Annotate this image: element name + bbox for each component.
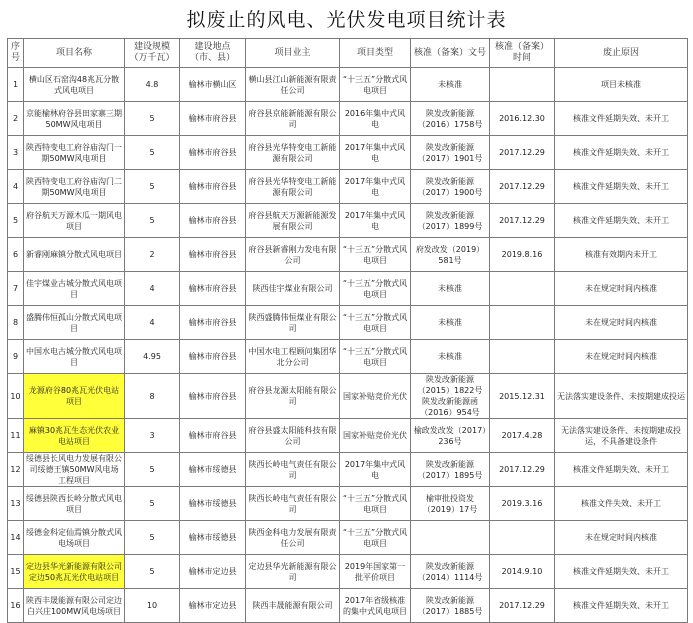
doc-date-cell: 2015.12.31 [490, 374, 555, 419]
scale-value-cell: 5 [125, 102, 180, 136]
table-row [8, 521, 688, 555]
row-index-cell: 6 [8, 238, 24, 272]
owner-cell: 府谷县光华特变电工新能源有限公司 [246, 136, 340, 170]
project-type-cell: 2017年集中式风电 [340, 204, 411, 238]
row-index-cell: 10 [8, 374, 24, 419]
location-cell: 榆林市府谷县 [180, 272, 246, 306]
doc-number-cell: 府发改发（2019）581号 [411, 238, 490, 272]
row-index-cell: 9 [8, 340, 24, 374]
project-name-cell: 京能榆林府谷县田家寨三期50MW风电项目 [24, 102, 125, 136]
project-name-cell: 龙源府谷80兆瓦光伏电站项目 [24, 374, 125, 419]
doc-date-cell [490, 340, 555, 374]
project-name-cell: 陕西特变电工府谷庙沟门一期50MW风电项目 [24, 136, 125, 170]
project-name-cell: 盛腾伟恒孤山分散式风电项目 [24, 306, 125, 340]
project-type-cell: “十三五”分散式风电项目 [340, 68, 411, 102]
table-row [8, 374, 688, 419]
owner-cell: 陕西长岭电气责任有限公司 [246, 453, 340, 487]
project-type-cell: 2016年集中式风电 [340, 102, 411, 136]
scale-value-cell: 4.95 [125, 340, 180, 374]
project-type-cell: 2019年国家第一批平价项目 [340, 555, 411, 589]
header-doc-date: 核准（备案）时间 [490, 39, 555, 68]
project-name-cell: 陕西丰晟能源有限公司定边白兴庄100MW风电场项目 [24, 589, 125, 623]
scale-value-cell: 3 [125, 419, 180, 453]
reason-cell: 未在规定时间内核准 [555, 272, 688, 306]
row-index-cell: 12 [8, 453, 24, 487]
owner-cell: 府谷县航天万源新能源发展有限公司 [246, 204, 340, 238]
row-index-cell: 8 [8, 306, 24, 340]
scale-value-cell: 5 [125, 555, 180, 589]
project-name-cell: 中国水电古城分散式风电项目 [24, 340, 125, 374]
reason-cell: 核准文件延期失效、未开工 [555, 170, 688, 204]
doc-number-cell: 陕发改新能源（2017）1899号 [411, 204, 490, 238]
location-cell: 榆林市定边县 [180, 589, 246, 623]
doc-number-cell [411, 521, 490, 555]
project-table [7, 38, 688, 623]
table-row [8, 453, 688, 487]
scale-value-cell: 2 [125, 238, 180, 272]
reason-cell: 核准有效期内未开工 [555, 238, 688, 272]
row-index-cell: 2 [8, 102, 24, 136]
table-row [8, 238, 688, 272]
owner-cell: 陕西丰晟能源有限公司 [246, 589, 340, 623]
scale-value-cell: 4 [125, 272, 180, 306]
reason-cell: 无法落实建设条件、未按期建成投运，不具备建设条件 [555, 419, 688, 453]
project-type-cell: “十三五”分散式风电项目 [340, 340, 411, 374]
scale-value-cell: 5 [125, 453, 180, 487]
row-index-cell: 16 [8, 589, 24, 623]
scale-value-cell: 5 [125, 170, 180, 204]
doc-number-cell: 未核准 [411, 68, 490, 102]
reason-cell: 无法落实建设条件、未按期建成投运 [555, 374, 688, 419]
location-cell: 榆林市府谷县 [180, 238, 246, 272]
table-row [8, 340, 688, 374]
owner-cell: 府谷县新睿刚力发电有限公司 [246, 238, 340, 272]
scale-value-cell: 5 [125, 136, 180, 170]
row-index-cell: 4 [8, 170, 24, 204]
project-name-cell: 绥德县长风电力发展有限公司绥德王镇50MW风电场工程项目 [24, 453, 125, 487]
owner-cell: 中国水电工程顾问集团华北分公司 [246, 340, 340, 374]
project-type-cell: “十三五”分散式风电项目 [340, 238, 411, 272]
project-type-cell: 国家补贴竞价光伏 [340, 419, 411, 453]
project-name-cell: 麻镇30兆瓦生态光伏农业电站项目 [24, 419, 125, 453]
doc-date-cell: 2017.12.29 [490, 204, 555, 238]
scale-value-cell: 5 [125, 487, 180, 521]
table-row [8, 589, 688, 623]
table-row [8, 306, 688, 340]
doc-date-cell: 2014.9.10 [490, 555, 555, 589]
row-index-cell: 11 [8, 419, 24, 453]
location-cell: 榆林市府谷县 [180, 374, 246, 419]
project-type-cell: “十三五”分散式风电项目 [340, 272, 411, 306]
table-row [8, 204, 688, 238]
table-row [8, 102, 688, 136]
location-cell: 榆林市绥德县 [180, 487, 246, 521]
scale-value-cell: 5 [125, 521, 180, 555]
doc-date-cell: 2017.12.29 [490, 170, 555, 204]
location-cell: 榆林市横山区 [180, 68, 246, 102]
location-cell: 榆林市定边县 [180, 555, 246, 589]
row-index-cell: 1 [8, 68, 24, 102]
project-type-cell: 2017年集中式风电 [340, 453, 411, 487]
reason-cell: 核准文件延期失效、未开工 [555, 589, 688, 623]
project-name-cell: 新睿刚麻镇分散式风电项目 [24, 238, 125, 272]
owner-cell: 横山县江山新能源有限责任公司 [246, 68, 340, 102]
project-name-cell: 绥德金科定仙焉镇分散式风电场项目 [24, 521, 125, 555]
table-row [8, 136, 688, 170]
row-index-cell: 13 [8, 487, 24, 521]
doc-date-cell [490, 306, 555, 340]
project-type-cell: 2017年省级核准的集中式风电项目 [340, 589, 411, 623]
scale-value-cell: 10 [125, 589, 180, 623]
owner-cell: 府谷县光华特变电工新能源有限公司 [246, 170, 340, 204]
reason-cell: 核准文件延期失效、未开工 [555, 102, 688, 136]
project-name-cell: 佳宇煤业古城分散式风电项目 [24, 272, 125, 306]
scale-value-cell: 5 [125, 204, 180, 238]
doc-number-cell: 陕发改新能源（2015）1822号 陕发改新能源函（2016）954号 [411, 374, 490, 419]
owner-cell: 陕西佳宇煤业有限公司 [246, 272, 340, 306]
scale-value-cell: 4 [125, 306, 180, 340]
reason-cell: 未在规定时间内核准 [555, 521, 688, 555]
header-type: 项目类型 [340, 39, 411, 68]
owner-cell: 府谷县京能新能源有限公司 [246, 102, 340, 136]
reason-cell: 核准文件延期失效、未开工 [555, 136, 688, 170]
table-row [8, 419, 688, 453]
location-cell: 榆林市府谷县 [180, 204, 246, 238]
reason-cell: 核准文件延期失效、未开工 [555, 453, 688, 487]
location-cell: 榆林市绥德县 [180, 453, 246, 487]
location-cell: 榆林市府谷县 [180, 136, 246, 170]
doc-number-cell: 未核准 [411, 306, 490, 340]
doc-date-cell: 2017.12.29 [490, 453, 555, 487]
doc-number-cell: 榆政发改发（2017）236号 [411, 419, 490, 453]
reason-cell: 核准文件延期失效、未开工 [555, 555, 688, 589]
row-index-cell: 5 [8, 204, 24, 238]
doc-number-cell: 陕发改新能源（2017）1885号 [411, 589, 490, 623]
project-name-cell: 府谷航天万源木瓜一期风电项目 [24, 204, 125, 238]
project-type-cell: “十三五”分散式风电项目 [340, 306, 411, 340]
doc-date-cell: 2019.8.16 [490, 238, 555, 272]
doc-number-cell: 陕发改新能源（2017）1900号 [411, 170, 490, 204]
row-index-cell: 14 [8, 521, 24, 555]
header-location: 建设地点（市、县） [180, 39, 246, 68]
header-index: 序号 [8, 39, 24, 68]
location-cell: 榆林市府谷县 [180, 170, 246, 204]
doc-number-cell: 榆审批投资发（2019）17号 [411, 487, 490, 521]
project-type-cell: “十三五”分散式风电项目 [340, 521, 411, 555]
doc-number-cell: 未核准 [411, 340, 490, 374]
reason-cell: 核准文件失效、未开工 [555, 487, 688, 521]
owner-cell: 陕西长岭电气责任有限公司 [246, 487, 340, 521]
reason-cell: 项目未核准 [555, 68, 688, 102]
table-row [8, 272, 688, 306]
owner-cell: 陕西盛腾伟恒煤业有限公司 [246, 306, 340, 340]
header-owner: 项目业主 [246, 39, 340, 68]
doc-number-cell: 陕发改新能源（2017）1901号 [411, 136, 490, 170]
doc-date-cell: 2017.4.28 [490, 419, 555, 453]
project-type-cell: “十三五”分散式风电项目 [340, 487, 411, 521]
reason-cell: 核准文件延期失效、未开工 [555, 204, 688, 238]
location-cell: 榆林市府谷县 [180, 306, 246, 340]
header-reason: 废止原因 [555, 39, 688, 68]
row-index-cell: 15 [8, 555, 24, 589]
row-index-cell: 7 [8, 272, 24, 306]
header-scale: 建设规模（万千瓦） [125, 39, 180, 68]
scale-value-cell: 8 [125, 374, 180, 419]
header-doc-number: 核准（备案）文号 [411, 39, 490, 68]
owner-cell: 府谷县盛太阳能科技有限公司 [246, 419, 340, 453]
scale-value-cell: 4.8 [125, 68, 180, 102]
table-row [8, 555, 688, 589]
owner-cell: 定边县华光新能源有限公司 [246, 555, 340, 589]
header-row [8, 39, 688, 68]
reason-cell: 未在规定时间内核准 [555, 306, 688, 340]
doc-number-cell: 陕发改新能源（2014）1114号 [411, 555, 490, 589]
table-row [8, 170, 688, 204]
doc-date-cell: 2016.12.30 [490, 102, 555, 136]
doc-number-cell: 陕发改新能源（2016）1758号 [411, 102, 490, 136]
doc-number-cell: 未核准 [411, 272, 490, 306]
doc-number-cell: 陕发改新能源（2017）1895号 [411, 453, 490, 487]
location-cell: 榆林市府谷县 [180, 340, 246, 374]
project-type-cell: 2017年集中式风电 [340, 170, 411, 204]
doc-date-cell: 2017.12.29 [490, 589, 555, 623]
project-name-cell: 陕西特变电工府谷庙沟门二期50MW风电项目 [24, 170, 125, 204]
owner-cell: 陕西金科电力发展有限责任公司 [246, 521, 340, 555]
location-cell: 榆林市绥德县 [180, 521, 246, 555]
location-cell: 榆林市府谷县 [180, 102, 246, 136]
table-row [8, 487, 688, 521]
doc-date-cell: 2017.12.29 [490, 136, 555, 170]
project-type-cell: 2017年集中式风电 [340, 136, 411, 170]
project-name-cell: 绥德县陕西长岭分散式风电项目 [24, 487, 125, 521]
doc-date-cell: 2019.3.16 [490, 487, 555, 521]
doc-date-cell [490, 521, 555, 555]
reason-cell: 未在规定时间内核准 [555, 340, 688, 374]
project-name-cell: 定边县华光新能源有限公司定边50兆瓦光伏电站项目 [24, 555, 125, 589]
location-cell: 榆林市府谷县 [180, 419, 246, 453]
row-index-cell: 3 [8, 136, 24, 170]
header-project-name: 项目名称 [24, 39, 125, 68]
project-name-cell: 横山区石窑沟48兆瓦分散式风电项目 [24, 68, 125, 102]
project-type-cell: 国家补贴竞价光伏 [340, 374, 411, 419]
doc-date-cell [490, 272, 555, 306]
table-row [8, 68, 688, 102]
page-title: 拟废止的风电、光伏发电项目统计表 [186, 9, 507, 31]
doc-date-cell [490, 68, 555, 102]
owner-cell: 府谷县龙源太阳能有限公司 [246, 374, 340, 419]
